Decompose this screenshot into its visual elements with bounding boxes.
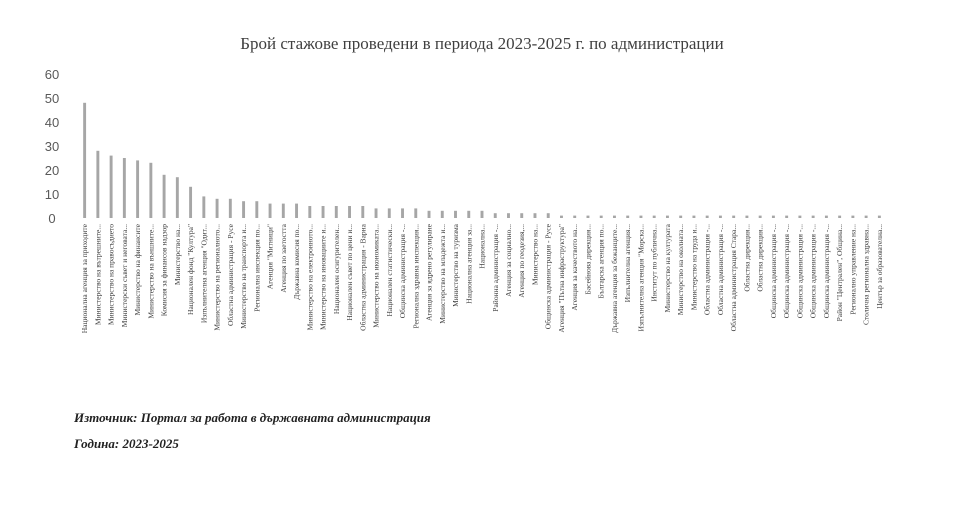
x-tick-label: Министерство на околната... xyxy=(676,224,686,316)
bar xyxy=(653,216,656,218)
x-tick-label: Национален фонд "Култура" xyxy=(186,224,196,315)
x-tick-label: Държавна комисия по... xyxy=(292,224,302,300)
x-tick-label: Министерство на иновациите и... xyxy=(318,224,328,331)
bars xyxy=(83,103,881,218)
bar xyxy=(772,216,775,218)
x-tick-label: Национален статистически... xyxy=(384,224,394,317)
x-tick-label: Министерски съвет и неговата... xyxy=(119,224,129,328)
x-tick-label: Агенция за социално... xyxy=(503,224,513,297)
x-tick-label: Басейнова дирекция... xyxy=(583,224,593,295)
bar xyxy=(242,201,245,218)
y-axis xyxy=(45,67,59,226)
bar xyxy=(639,216,642,218)
bar xyxy=(189,187,192,218)
y-tick-label: 10 xyxy=(44,187,60,202)
bar xyxy=(600,216,603,218)
x-tick-label: Национален осигурителен... xyxy=(331,224,341,315)
y-tick-label: 60 xyxy=(44,67,60,82)
bar xyxy=(812,216,815,218)
x-tick-label: Район "Централен", Община... xyxy=(835,224,845,322)
x-tick-label: Министерство на... xyxy=(530,224,540,286)
x-tick-label: Министерство на труда и... xyxy=(689,224,699,311)
x-tick-label: Изпълнителна агенция... xyxy=(623,224,633,303)
bar xyxy=(202,196,205,218)
bar xyxy=(467,211,470,218)
x-tick-label: Министерство на вътрешните... xyxy=(93,224,103,326)
bar xyxy=(587,216,590,218)
x-tick-label: Министерство на правосъдието xyxy=(106,224,116,326)
bar xyxy=(626,216,629,218)
bar xyxy=(428,211,431,218)
x-tick-label: Областна дирекция... xyxy=(742,224,752,292)
bar xyxy=(163,175,166,218)
bar xyxy=(361,206,364,218)
x-tick-label: Агенция за ядрено регулиране xyxy=(424,224,434,321)
x-tick-label: Агенция по геодезия,... xyxy=(517,224,527,298)
x-tick-label: Регионално управление на... xyxy=(848,224,858,315)
x-tick-label: Агенция "Пътна инфраструктура" xyxy=(556,224,566,333)
bar xyxy=(136,160,139,218)
x-tick-label: Изпълнителна агенция "Морска... xyxy=(636,224,646,332)
bar xyxy=(295,204,298,218)
bar xyxy=(414,208,417,218)
bar xyxy=(745,216,748,218)
y-tick-label: 40 xyxy=(44,115,60,130)
bar xyxy=(534,213,537,218)
bar xyxy=(308,206,311,218)
y-tick-label: 50 xyxy=(44,91,60,106)
x-tick-label: Министерство на външните... xyxy=(146,224,156,319)
x-tick-label: Държавна агенция за бежанците... xyxy=(609,224,619,334)
bar xyxy=(454,211,457,218)
source-note: Източник: Портал за работа в държавната администрация xyxy=(74,410,431,425)
bar xyxy=(110,156,113,218)
x-tick-label: Областна администрация -... xyxy=(715,224,725,316)
bar xyxy=(573,216,576,218)
x-tick-label: Общинска администрация -... xyxy=(768,224,778,319)
x-tick-label: Министерство на културата xyxy=(662,224,672,313)
x-tick-label: Областна администрация Стара... xyxy=(729,224,739,332)
x-tick-label: Национална... xyxy=(477,224,487,269)
x-tick-label: Общинска администрация -... xyxy=(795,224,805,319)
bar xyxy=(348,206,351,218)
x-tick-label: Комисия за финансов надзор xyxy=(159,224,169,317)
year-note: Година: 2023-2025 xyxy=(74,436,179,451)
x-tick-label: Министерство на икономиката... xyxy=(371,224,381,328)
bar xyxy=(732,216,735,218)
x-tick-label: Областна администрация - Русе xyxy=(225,224,235,327)
bar xyxy=(613,216,616,218)
bar xyxy=(719,216,722,218)
bar xyxy=(706,216,709,218)
bar xyxy=(282,204,285,218)
x-tick-label: Областна администрация -... xyxy=(702,224,712,316)
bar xyxy=(176,177,179,218)
bar xyxy=(255,201,258,218)
bar xyxy=(481,211,484,218)
bar xyxy=(83,103,86,218)
x-tick-label: Общинска администрация -... xyxy=(808,224,818,319)
x-tick-label: Столична регионална здравна... xyxy=(861,224,871,325)
y-tick-label: 30 xyxy=(44,139,60,154)
bar xyxy=(96,151,99,218)
x-tick-label: Регионална здравна инспекция... xyxy=(411,224,421,329)
bar xyxy=(560,216,563,218)
y-tick-label: 20 xyxy=(44,163,60,178)
bar xyxy=(149,163,152,218)
x-tick-label: Национална агенция за... xyxy=(464,224,474,304)
x-tick-label: Министерство на... xyxy=(172,224,182,286)
x-tick-label: Регионална инспекция по... xyxy=(252,224,262,312)
x-tick-label: Агенция по заетостта xyxy=(278,224,288,293)
y-tick-label: 0 xyxy=(48,211,56,226)
bar xyxy=(785,216,788,218)
bar xyxy=(229,199,232,218)
x-axis-labels xyxy=(80,223,884,333)
x-tick-label: Национален съвет по цени и... xyxy=(345,224,355,321)
bar xyxy=(216,199,219,218)
x-tick-label: Център за образователна... xyxy=(874,224,884,309)
bar xyxy=(798,216,801,218)
bar xyxy=(759,216,762,218)
bar xyxy=(322,206,325,218)
chart-title: Брой стажове проведени в периода 2023-2025 г. по администрации xyxy=(240,34,724,53)
x-tick-label: Агенция "Митници" xyxy=(265,224,275,290)
bar xyxy=(851,216,854,218)
x-tick-label: Общинска администрация -... xyxy=(398,224,408,319)
x-tick-label: Изпълнителна агенция "Одит... xyxy=(199,224,209,324)
bar xyxy=(878,216,881,218)
x-tick-label: Национална агенция за приходите xyxy=(80,224,90,334)
bar xyxy=(335,206,338,218)
bar xyxy=(825,216,828,218)
bar xyxy=(547,213,550,218)
x-tick-label: Министерство на финансите xyxy=(133,224,143,316)
x-tick-label: Министерство на електронното... xyxy=(305,224,315,331)
x-tick-label: Министерство на младежта и... xyxy=(437,224,447,324)
x-tick-label: Министерство на регионалното... xyxy=(212,224,222,331)
bar xyxy=(441,211,444,218)
bar xyxy=(269,204,272,218)
bar xyxy=(520,213,523,218)
x-tick-label: Районна администрация -... xyxy=(490,224,500,312)
bar xyxy=(865,216,868,218)
bar xyxy=(401,208,404,218)
bar xyxy=(375,208,378,218)
x-tick-label: Областна администрация - Варна xyxy=(358,224,368,331)
bar xyxy=(507,213,510,218)
x-tick-label: Областна дирекция... xyxy=(755,224,765,292)
x-tick-label: Общинска администрация - Русе xyxy=(543,224,553,330)
bar xyxy=(692,216,695,218)
x-tick-label: Агенция за качеството на... xyxy=(570,224,580,311)
x-tick-label: Българска агенция по... xyxy=(596,224,606,299)
x-tick-label: Министерство на транспорта и... xyxy=(239,224,249,329)
x-tick-label: Общинска администрация -... xyxy=(821,224,831,319)
bar xyxy=(679,216,682,218)
bar xyxy=(666,216,669,218)
x-tick-label: Институт по публична... xyxy=(649,224,659,302)
x-tick-label: Министерство на туризма xyxy=(451,224,461,307)
bar xyxy=(838,216,841,218)
bar xyxy=(388,208,391,218)
bar xyxy=(123,158,126,218)
bar xyxy=(494,213,497,218)
x-tick-label: Общинска администрация -... xyxy=(782,224,792,319)
